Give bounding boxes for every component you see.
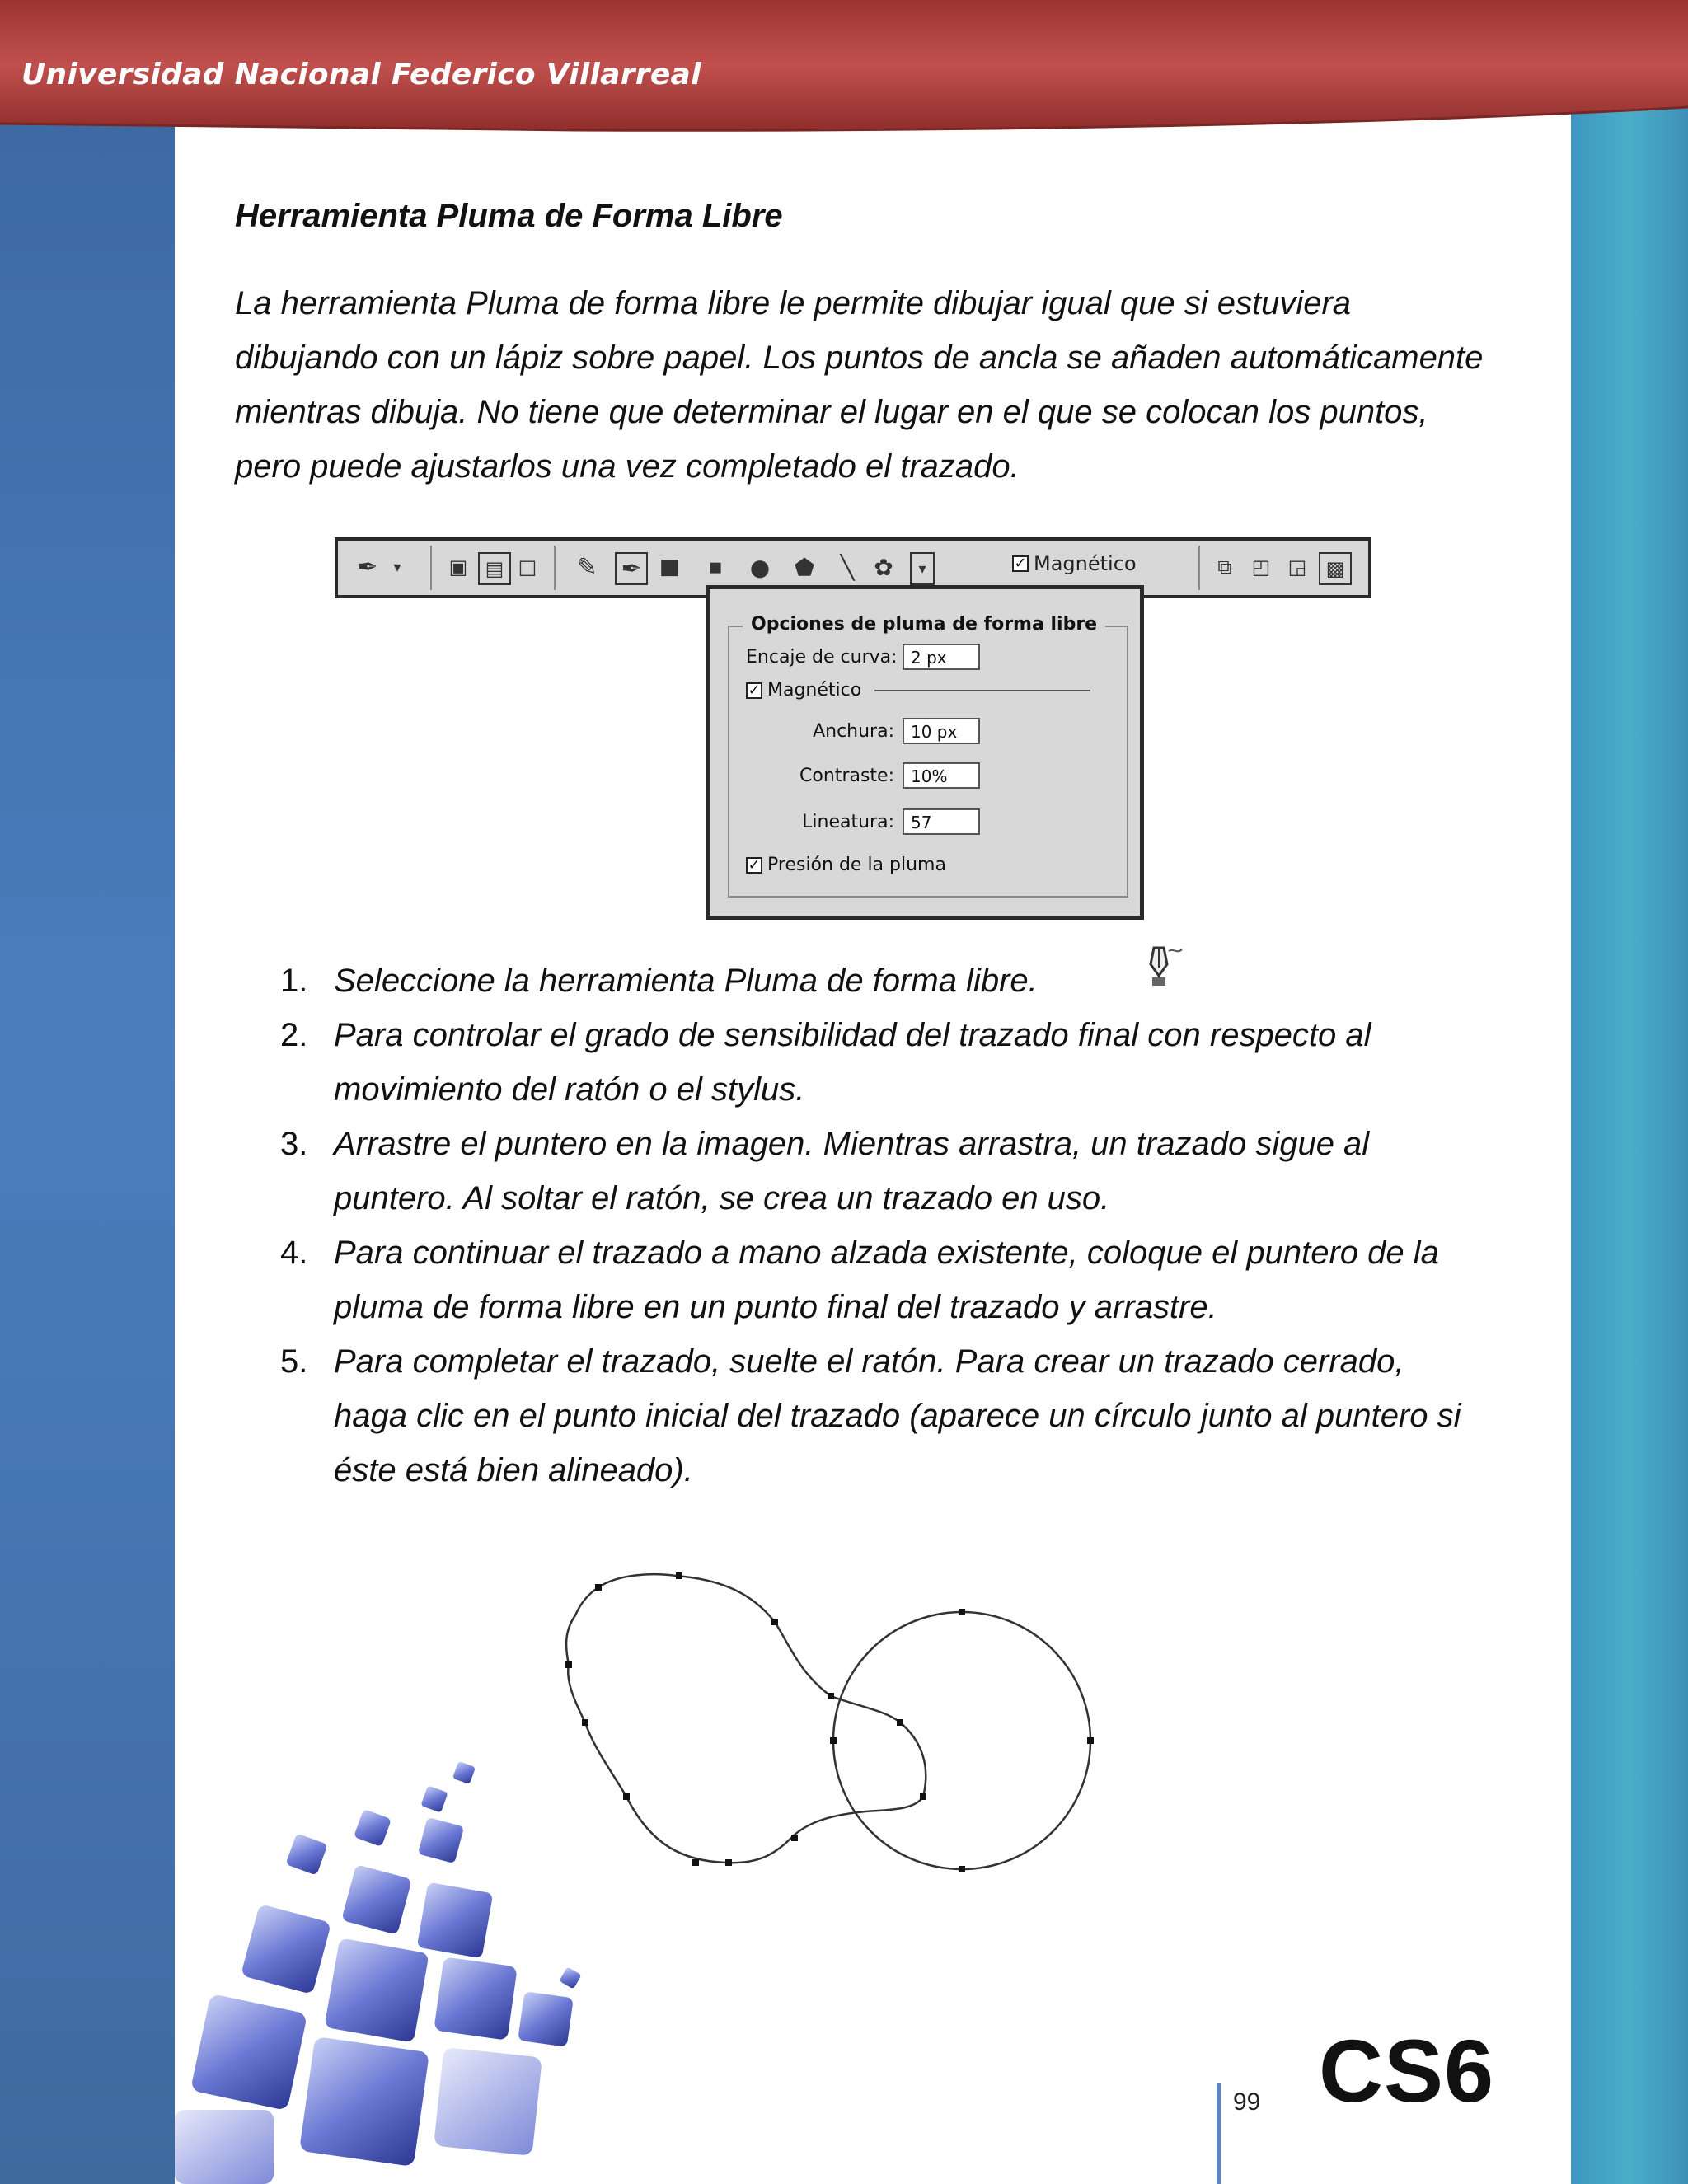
step-number: 5. (280, 1343, 308, 1380)
pen-pressure-label: Presión de la pluma (767, 855, 946, 875)
exclude-overlap-icon[interactable]: ▩ (1319, 552, 1352, 585)
step-number: 1. (280, 963, 308, 999)
frequency-input[interactable]: 57 (903, 808, 980, 835)
list-item (280, 954, 1467, 1008)
toolbar-separator (430, 546, 432, 590)
list-item (280, 1008, 1467, 1117)
step-number: 3. (280, 1126, 308, 1162)
subtract-from-path-icon[interactable]: ◰ (1251, 555, 1271, 579)
checkbox-checked-icon: ✓ (1012, 555, 1029, 572)
magnetic-group-divider (874, 690, 1090, 691)
freeform-pen-icon (1136, 940, 1189, 992)
left-decorative-band (0, 124, 175, 2184)
curve-fit-input[interactable]: 2 px (903, 644, 980, 670)
rounded-rectangle-tool-icon[interactable]: ▪ (708, 555, 723, 579)
width-input[interactable]: 10 px (903, 718, 980, 744)
fill-pixels-icon[interactable]: □ (518, 555, 537, 579)
step-number: 4. (280, 1235, 308, 1271)
panel-title: Opciones de pluma de forma libre (743, 614, 1105, 635)
magnetic-option-label: Magnético (767, 680, 862, 701)
paths-icon[interactable]: ▤ (478, 552, 511, 585)
custom-shape-tool-icon[interactable]: ✿ (874, 553, 893, 581)
intersect-path-icon[interactable]: ◲ (1287, 555, 1307, 579)
freeform-pen-tool-icon[interactable]: ✒ (357, 552, 378, 582)
contrast-label: Contraste: (799, 766, 894, 786)
curve-fit-label: Encaje de curva: (746, 647, 898, 668)
magnetic-option-checkbox[interactable] (746, 680, 861, 701)
step-number: 2. (280, 1017, 308, 1053)
polygon-tool-icon[interactable]: ⬟ (794, 553, 815, 581)
options-dropdown-icon[interactable]: ▾ (910, 552, 935, 585)
frequency-label: Lineatura: (802, 812, 894, 832)
step-text: Arrastre el puntero en la imagen. Mientras arrastra, un trazado sigue al puntero. Al soltar el ratón, se crea un trazado en uso. (334, 1126, 1370, 1216)
checkbox-checked-icon: ✓ (746, 857, 762, 874)
section-heading: Herramienta Pluma de Forma Libre (235, 198, 783, 234)
intro-paragraph: La herramienta Pluma de forma libre le permite dibujar igual que si estuviera dibujando con un lápiz sobre papel. Los puntos de ancla se añaden automáticamente mientras dibuja. No tiene que determinar el lugar en el que se colocan los puntos, pero puede ajustarlos una vez completado el trazado. (235, 285, 1484, 485)
list-item (280, 1117, 1467, 1226)
pen-tool-icon[interactable]: ✎ (576, 552, 598, 582)
decorative-cubes-image (175, 1747, 735, 2184)
add-to-path-icon[interactable]: ⧉ (1217, 555, 1232, 579)
step-text: Seleccione la herramienta Pluma de forma libre. (334, 963, 1038, 999)
pen-pressure-checkbox[interactable] (746, 855, 946, 875)
ellipse-tool-icon[interactable]: ● (749, 553, 771, 581)
freeform-pen-options-panel (706, 585, 1144, 920)
rectangle-tool-icon[interactable]: ■ (659, 555, 680, 579)
page-number: 99 (1233, 2088, 1261, 2116)
checkbox-checked-icon: ✓ (746, 682, 762, 699)
toolbar-separator (554, 546, 556, 590)
university-title: Universidad Nacional Federico Villarreal (21, 58, 701, 91)
list-item (280, 1226, 1467, 1334)
cs6-logo: CS6 (1319, 2021, 1495, 2121)
right-decorative-band (1571, 99, 1688, 2184)
dropdown-arrow-icon[interactable]: ▾ (393, 558, 401, 576)
step-text: Para controlar el grado de sensibilidad del trazado final con respecto al movimiento del ratón o el stylus. (334, 1017, 1372, 1108)
list-item (280, 1334, 1467, 1497)
width-label: Anchura: (813, 721, 894, 742)
shape-layers-icon[interactable]: ▣ (448, 555, 468, 579)
line-tool-icon[interactable]: ╲ (840, 553, 855, 581)
step-text: Para completar el trazado, suelte el ratón. Para crear un trazado cerrado, haga clic en el punto inicial del trazado (aparece un círculo junto al puntero si éste está bien alineado). (334, 1343, 1461, 1488)
steps-list (280, 954, 1467, 1497)
page-number-bar (1217, 2083, 1221, 2184)
magnetic-checkbox-label: Magnético (1034, 552, 1137, 575)
magnetic-checkbox[interactable] (1012, 552, 1137, 575)
toolbar-separator (1198, 546, 1200, 590)
freeform-pen-icon[interactable]: ✒ (615, 552, 648, 585)
step-text: Para continuar el trazado a mano alzada existente, coloque el puntero de la pluma de forma libre en un punto final del trazado y arrastre. (334, 1235, 1439, 1325)
contrast-input[interactable]: 10% (903, 762, 980, 789)
